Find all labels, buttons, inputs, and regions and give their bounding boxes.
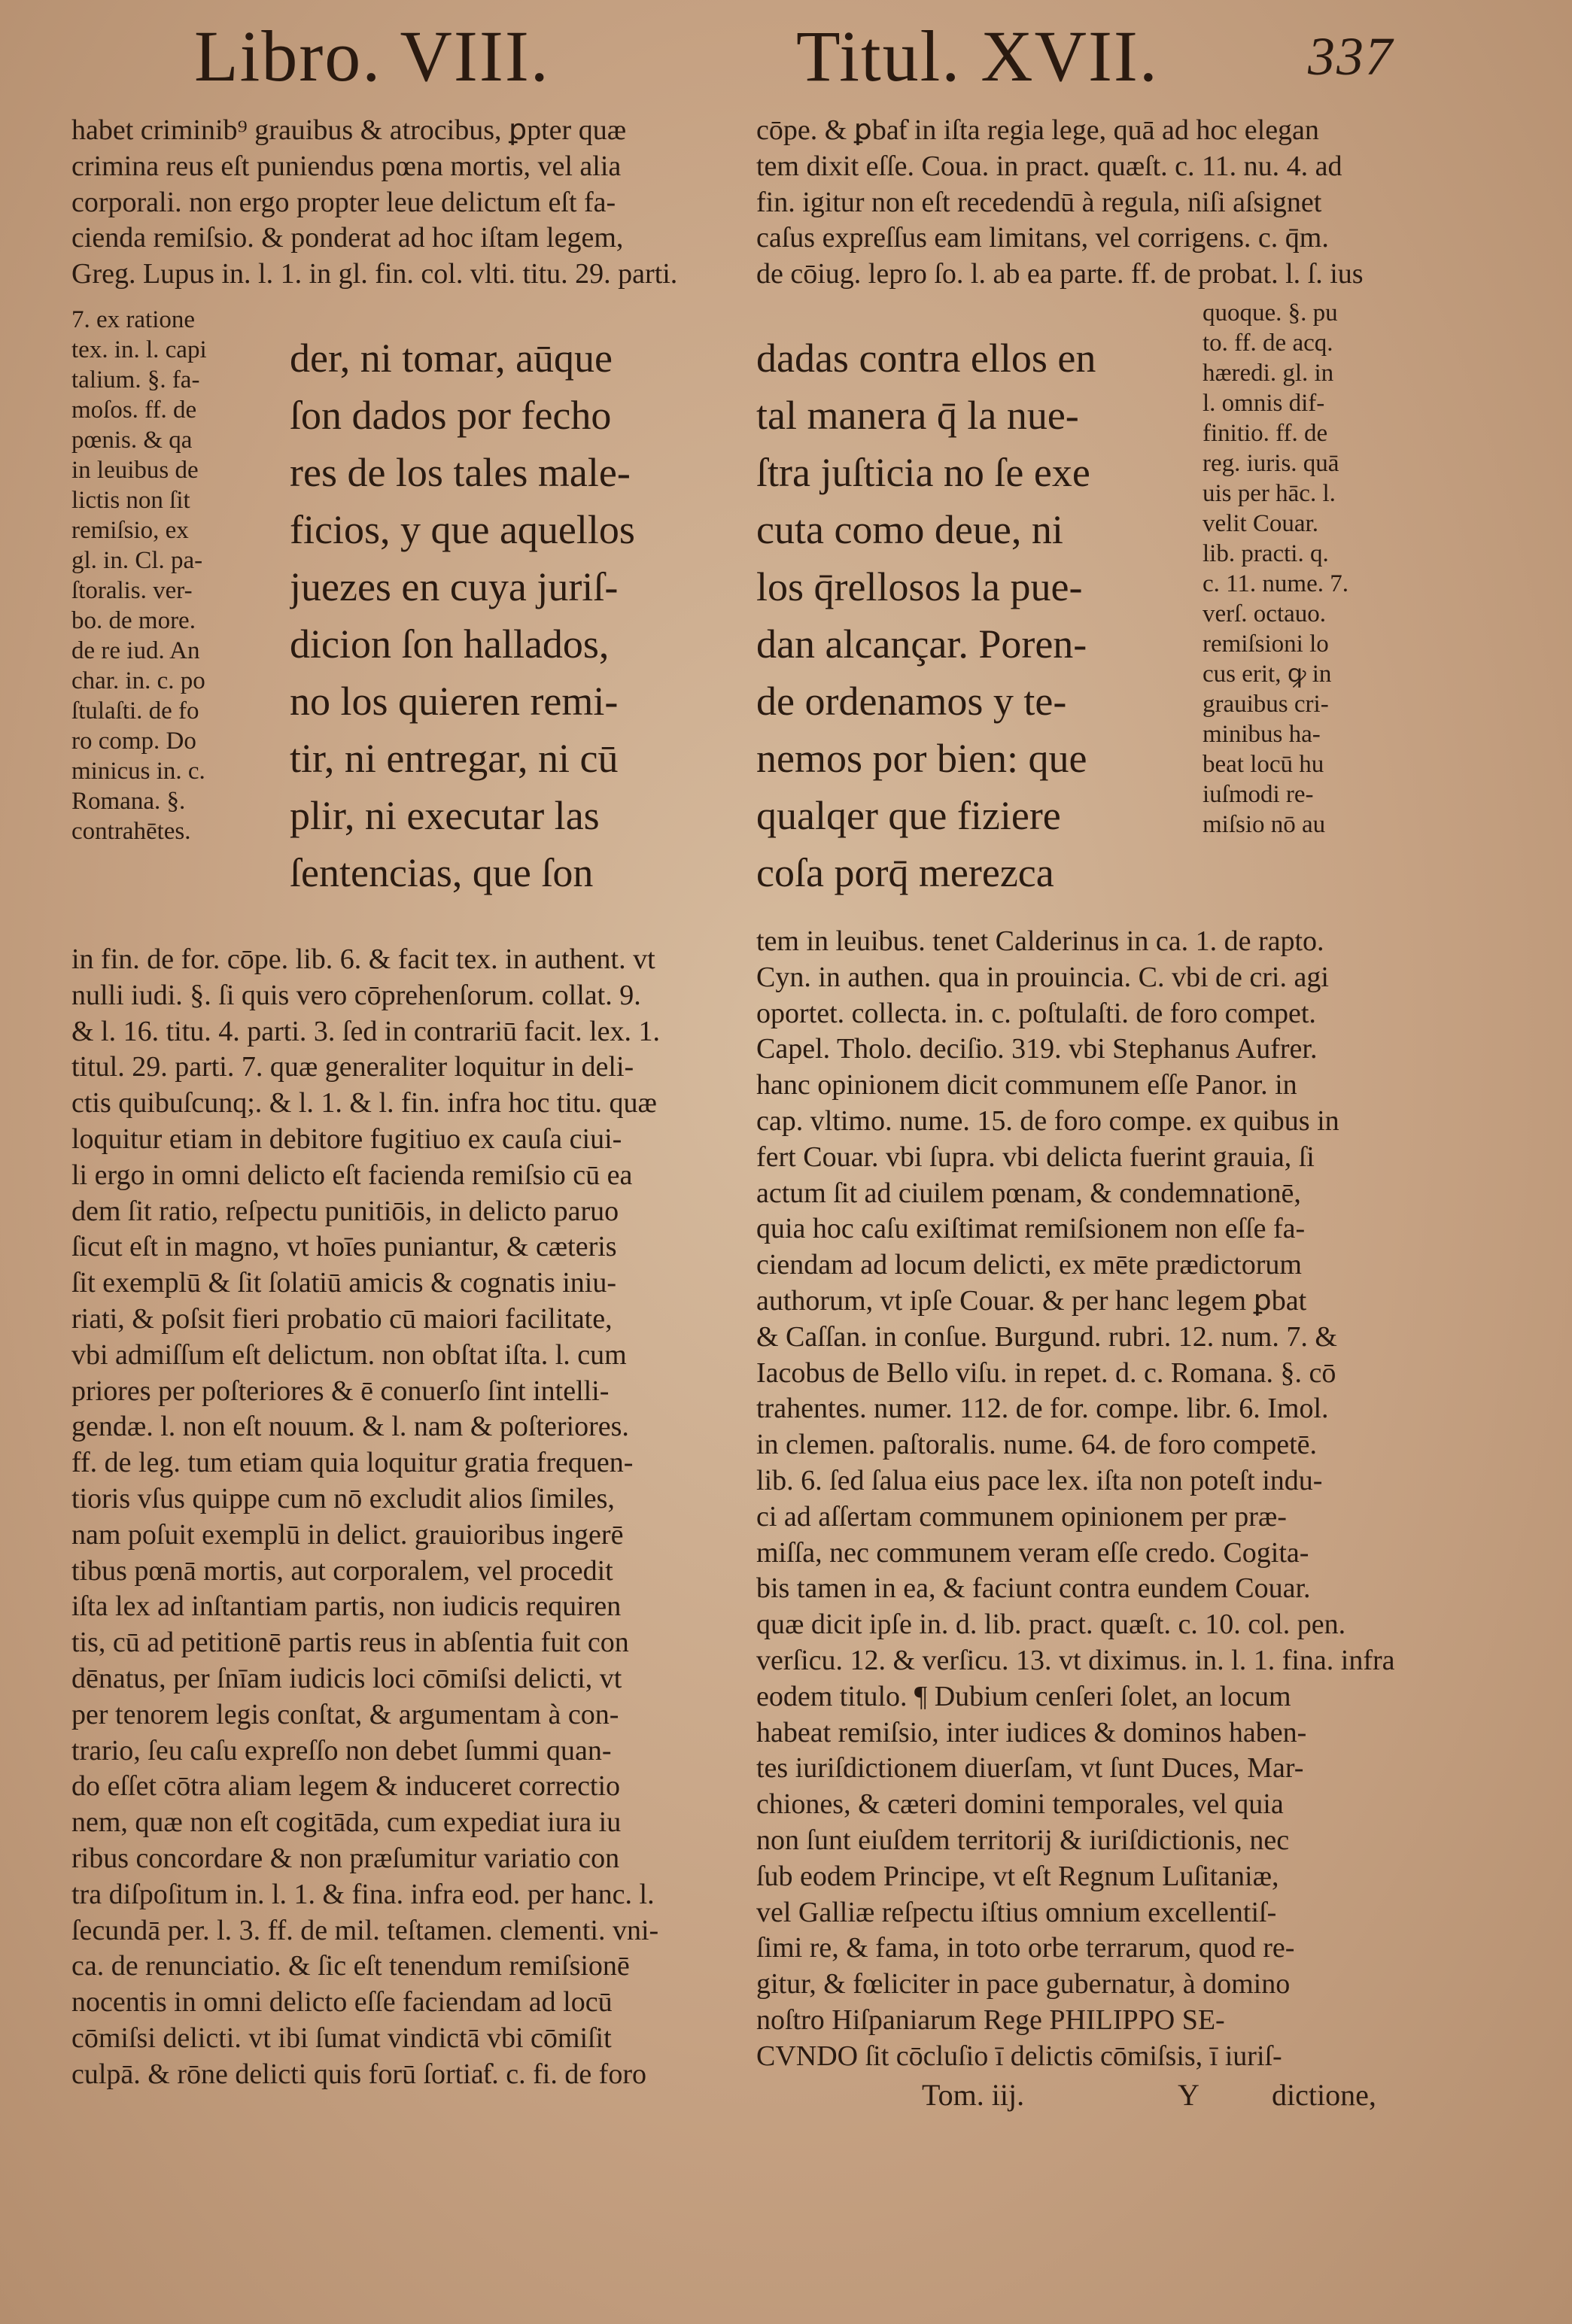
gloss-line: lictis non ſit bbox=[71, 487, 190, 514]
commentary-line: tem dixit eſſe. Coua. in pract. quæſt. c. 11. nu. 4. ad bbox=[756, 150, 1342, 182]
commentary-line: vel Galliæ reſpectu iſtius omnium excellentiſ- bbox=[756, 1896, 1277, 1928]
commentary-line: ciendam ad locum delicti, ex mēte prædictorum bbox=[756, 1249, 1302, 1281]
right-commentary-bottom bbox=[756, 924, 1403, 2075]
law-line: tal manera q̄ la nue- bbox=[756, 393, 1079, 438]
law-line: dicion ſon hallados, bbox=[290, 621, 610, 667]
gloss-line: verſ. octauo. bbox=[1203, 600, 1327, 627]
law-line: no los quieren remi- bbox=[290, 679, 619, 724]
commentary-line: ſit exemplū & ſit ſolatiū amicis & cognatis iniu- bbox=[71, 1267, 617, 1299]
right-commentary-top bbox=[756, 113, 1403, 293]
commentary-line: noſtro Hiſpaniarum Rege PHILIPPO SE- bbox=[756, 2004, 1225, 2036]
commentary-line: ctis quibuſcunq;. & l. 1. & l. fin. infra hoc titu. quæ bbox=[71, 1087, 657, 1119]
commentary-line: lib. 6. ſed ſalua eius pace lex. iſta non poteſt indu- bbox=[756, 1464, 1323, 1496]
commentary-line: oportet. collecta. in. c. poſtulaſti. de foro compet. bbox=[756, 997, 1316, 1029]
commentary-line: in fin. de for. cōpe. lib. 6. & facit tex. in authent. vt bbox=[71, 943, 655, 975]
commentary-line: gendæ. l. non eſt nouum. & l. nam & poſteriores. bbox=[71, 1411, 629, 1443]
gloss-line: beat locū hu bbox=[1203, 751, 1324, 778]
gloss-line: remiſsio, ex bbox=[71, 517, 189, 544]
commentary-line: CVNDO ſit cōcluſio ī delictis cōmiſsis, ī iuriſ- bbox=[756, 2040, 1282, 2072]
left-side-gloss bbox=[71, 305, 252, 846]
gloss-line: gl. in. Cl. pa- bbox=[71, 547, 203, 574]
law-line: ſtra juſticia no ſe exe bbox=[756, 450, 1090, 495]
commentary-line: bis tamen in ea, & faciunt contra eundem Couar. bbox=[756, 1572, 1311, 1605]
commentary-line: non ſunt eiuſdem territorij & iuriſdictionis, nec bbox=[756, 1824, 1290, 1856]
commentary-line: habet criminib⁹ grauibus & atrocibus, ꝑpter quæ bbox=[71, 114, 627, 146]
law-line: der, ni tomar, aūque bbox=[290, 336, 613, 381]
commentary-line: nam poſuit exemplū in delict. grauioribus ingerē bbox=[71, 1518, 624, 1551]
commentary-line: actum ſit ad ciuilem pœnam, & condemnationē, bbox=[756, 1177, 1301, 1209]
commentary-line: Iacobus de Bello viſu. in repet. d. c. Romana. §. cō bbox=[756, 1356, 1336, 1389]
gloss-line: finitio. ff. de bbox=[1203, 420, 1328, 447]
law-line: juezes en cuya juriſ- bbox=[290, 564, 619, 609]
law-line: qualqer que fiziere bbox=[756, 793, 1061, 838]
commentary-line: nem, quæ non eſt cogitāda, cum expediat iura iu bbox=[71, 1806, 622, 1839]
gloss-line: minicus in. c. bbox=[71, 758, 205, 785]
gloss-line: c. 11. nume. 7. bbox=[1203, 570, 1349, 597]
commentary-line: dēnatus, per ſnīam iudicis loci cōmiſsi delicti, vt bbox=[71, 1662, 622, 1694]
law-line: dadas contra ellos en bbox=[756, 336, 1096, 381]
right-side-gloss bbox=[1203, 298, 1406, 840]
running-head-title: Titul. XVII. bbox=[796, 16, 1159, 96]
commentary-line: eodem titulo. ¶ Dubium cenſeri ſolet, an locum bbox=[756, 1680, 1291, 1712]
gloss-line: grauibus cri- bbox=[1203, 691, 1329, 718]
law-line: nemos por bien: que bbox=[756, 736, 1087, 781]
commentary-line: Capel. Tholo. deciſio. 319. vbi Stephanus Aufrer. bbox=[756, 1033, 1318, 1065]
commentary-line: fin. igitur non eſt recedendū à regula, niſi aſsignet bbox=[756, 186, 1322, 218]
commentary-line: hanc opinionem dicit communem eſſe Panor. in bbox=[756, 1069, 1297, 1101]
commentary-line: tes iuriſdictionem diuerſam, vt ſunt Duces, Mar- bbox=[756, 1752, 1304, 1785]
commentary-line: & l. 16. titu. 4. parti. 3. ſed in contrariū facit. lex. 1. bbox=[71, 1015, 660, 1047]
commentary-line: ff. de leg. tum etiam quia loquitur gratia frequen- bbox=[71, 1447, 634, 1479]
law-line: cuta como deue, ni bbox=[756, 507, 1063, 552]
gloss-line: iuſmodi re- bbox=[1203, 781, 1314, 808]
commentary-line: do eſſet cōtra aliam legem & induceret correctio bbox=[71, 1770, 621, 1803]
gloss-line: tex. in. l. capi bbox=[71, 336, 207, 363]
commentary-line: trahentes. numer. 112. de for. compe. libr. 6. Imol. bbox=[756, 1393, 1329, 1425]
commentary-line: authorum, vt ipſe Couar. & per hanc legem ꝑbat bbox=[756, 1284, 1307, 1317]
commentary-line: chiones, & cæteri domini temporales, vel quia bbox=[756, 1788, 1284, 1821]
law-text-left bbox=[290, 330, 711, 901]
gloss-line: hæredi. gl. in bbox=[1203, 360, 1334, 387]
commentary-line: caſus expreſſus eam limitans, vel corrigens. c. q̄m. bbox=[756, 222, 1329, 254]
commentary-line: ca. de renunciatio. & ſic eſt tenendum remiſsionē bbox=[71, 1950, 630, 1982]
commentary-line: in clemen. paſtoralis. nume. 64. de foro competē. bbox=[756, 1429, 1317, 1461]
commentary-line: titul. 29. parti. 7. quæ generaliter loquitur in deli- bbox=[71, 1051, 634, 1083]
gloss-line: talium. §. fa- bbox=[71, 366, 200, 393]
gloss-line: ro comp. Do bbox=[71, 728, 196, 755]
gloss-line: contrahētes. bbox=[71, 818, 191, 845]
commentary-line: tra diſpoſitum in. l. 1. & fina. infra eod. per hanc. l. bbox=[71, 1878, 655, 1910]
gloss-line: minibus ha- bbox=[1203, 721, 1321, 748]
law-text-right bbox=[756, 330, 1178, 901]
commentary-line: cap. vltimo. nume. 15. de foro compe. ex quibus in bbox=[756, 1104, 1339, 1137]
gloss-line: pœnis. & qa bbox=[71, 427, 193, 454]
gloss-line: moſos. ff. de bbox=[71, 396, 197, 424]
commentary-line: tis, cū ad petitionē partis reus in abſentia fuit con bbox=[71, 1627, 629, 1659]
law-line: de ordenamos y te- bbox=[756, 679, 1067, 724]
gloss-line: de re iud. An bbox=[71, 637, 200, 664]
gloss-line: lib. practi. q. bbox=[1203, 540, 1329, 567]
law-line: ficios, y que aquellos bbox=[290, 507, 635, 552]
gloss-line: reg. iuris. quā bbox=[1203, 450, 1339, 477]
law-line: coſa porq̄ merezca bbox=[756, 850, 1054, 895]
gloss-line: miſsio nō au bbox=[1203, 811, 1326, 838]
commentary-line: nocentis in omni delicto eſſe faciendam ad locū bbox=[71, 1986, 613, 2019]
commentary-line: gitur, & fœliciter in pace gubernatur, à domino bbox=[756, 1968, 1291, 2000]
commentary-line: de cōiug. lepro ſo. l. ab ea parte. ff. de probat. l. ſ. ius bbox=[756, 258, 1364, 290]
commentary-line: iſta lex ad inſtantiam partis, non iudicis requiren bbox=[71, 1590, 622, 1623]
gloss-line: ſtoralis. ver- bbox=[71, 577, 193, 604]
commentary-line: trario, ſeu caſu expreſſo non debet ſummi quan- bbox=[71, 1734, 612, 1767]
commentary-line: li ergo in omni delicto eſt facienda remiſsio cū ea bbox=[71, 1159, 633, 1191]
law-line: ſon dados por fecho bbox=[290, 393, 612, 438]
running-head-book: Libro. VIII. bbox=[194, 16, 550, 96]
commentary-line: fert Couar. vbi ſupra. vbi delicta fuerint grauia, ſi bbox=[756, 1141, 1315, 1173]
commentary-line: cienda remiſsio. & ponderat ad hoc iſtam legem, bbox=[71, 222, 624, 254]
commentary-line: tioris vſus quippe cum nō excludit alios ſimiles, bbox=[71, 1482, 615, 1514]
commentary-line: verſicu. 12. & verſicu. 13. vt diximus. in. l. 1. fina. infra bbox=[756, 1644, 1395, 1676]
commentary-line: vbi admiſſum eſt delictum. non obſtat iſta. l. cum bbox=[71, 1338, 627, 1371]
gloss-line: 7. ex ratione bbox=[71, 306, 196, 333]
commentary-line: tibus pœnā mortis, aut corporalem, vel procedit bbox=[71, 1554, 613, 1587]
commentary-line: ribus concordare & non præſumitur variatio con bbox=[71, 1842, 620, 1874]
commentary-line: miſſa, nec communem veram eſſe credo. Cogita- bbox=[756, 1536, 1309, 1569]
gloss-line: ſtulaſti. de fo bbox=[71, 697, 199, 725]
gloss-line: quoque. §. pu bbox=[1203, 299, 1338, 327]
commentary-line: ſecundā per. l. 3. ff. de mil. teſtamen. clementi. vni- bbox=[71, 1914, 659, 1946]
gloss-line: char. in. c. po bbox=[71, 667, 205, 694]
left-commentary-bottom bbox=[71, 942, 719, 2093]
commentary-line: cōmiſsi delicti. vt ibi ſumat vindictā vbi cōmiſit bbox=[71, 2022, 612, 2054]
signature-mark: Y bbox=[1178, 2078, 1200, 2112]
gloss-line: bo. de more. bbox=[71, 607, 196, 634]
commentary-line: riati, & poſsit fieri probatio cū maiori facilitate, bbox=[71, 1302, 613, 1335]
gloss-line: in leuibus de bbox=[71, 457, 199, 484]
page-number: 337 bbox=[1308, 26, 1394, 87]
commentary-line: loquitur etiam in debitore fugitiuo ex cauſa ciui- bbox=[71, 1123, 622, 1155]
commentary-line: tem in leuibus. tenet Calderinus in ca. 1. de rapto. bbox=[756, 925, 1324, 957]
commentary-line: Cyn. in authen. qua in prouincia. C. vbi de cri. agi bbox=[756, 961, 1329, 993]
gloss-line: remiſsioni lo bbox=[1203, 630, 1329, 658]
catchword: dictione, bbox=[1272, 2078, 1376, 2112]
commentary-line: habeat remiſsio, inter iudices & dominos haben- bbox=[756, 1716, 1307, 1748]
left-commentary-top bbox=[71, 113, 719, 293]
gloss-line: l. omnis dif- bbox=[1203, 390, 1325, 417]
volume-mark: Tom. iij. bbox=[922, 2078, 1025, 2112]
commentary-line: ſicut eſt in magno, vt hoīes puniantur, & cæteris bbox=[71, 1231, 617, 1263]
commentary-line: crimina reus eſt puniendus pœna mortis, vel alia bbox=[71, 150, 622, 182]
gloss-line: Romana. §. bbox=[71, 788, 186, 815]
gloss-line: velit Couar. bbox=[1203, 510, 1318, 537]
commentary-line: quæ dicit ipſe in. d. lib. pract. quæſt. c. 10. col. pen. bbox=[756, 1609, 1346, 1641]
gloss-line: cus erit, ꝙ in bbox=[1203, 661, 1332, 688]
commentary-line: & Caſſan. in conſue. Burgund. rubri. 12. num. 7. & bbox=[756, 1320, 1337, 1353]
gloss-line: to. ff. de acq. bbox=[1203, 330, 1333, 357]
law-line: los q̄rellosos la pue- bbox=[756, 564, 1083, 609]
commentary-line: priores per poſteriores & ē conuerſo ſint intelli- bbox=[71, 1375, 610, 1407]
commentary-line: per tenorem legis conſtat, & argumentam à con- bbox=[71, 1698, 619, 1730]
commentary-line: Greg. Lupus in. l. 1. in gl. fin. col. vlti. titu. 29. parti. bbox=[71, 258, 678, 290]
commentary-line: nulli iudi. §. ſi quis vero cōprehenſorum. collat. 9. bbox=[71, 979, 641, 1011]
law-line: tir, ni entregar, ni cū bbox=[290, 736, 619, 781]
commentary-line: ci ad aſſertam communem opinionem per præ- bbox=[756, 1500, 1287, 1533]
gloss-line: uis per hāc. l. bbox=[1203, 480, 1336, 507]
commentary-line: culpā. & rōne delicti quis forū ſortiaƭ. c. fi. de foro bbox=[71, 2058, 646, 2090]
commentary-line: quia hoc caſu exiſtimat remiſsionem non eſſe fa- bbox=[756, 1213, 1306, 1245]
law-line: ſentencias, que ſon bbox=[290, 850, 594, 895]
commentary-line: cōpe. & ꝑbaƭ in iſta regia lege, quā ad hoc elegan bbox=[756, 114, 1319, 146]
commentary-line: dem ſit ratio, reſpectu punitiōis, in delicto paruo bbox=[71, 1195, 619, 1227]
law-line: res de los tales male- bbox=[290, 450, 631, 495]
commentary-line: ſimi re, & fama, in toto orbe terrarum, quod re- bbox=[756, 1932, 1295, 1964]
law-line: dan alcançar. Poren- bbox=[756, 621, 1087, 667]
law-line: plir, ni executar las bbox=[290, 793, 600, 838]
commentary-line: corporali. non ergo propter leue delictum eſt fa- bbox=[71, 186, 616, 218]
commentary-line: ſub eodem Principe, vt eſt Regnum Luſitaniæ, bbox=[756, 1860, 1279, 1892]
